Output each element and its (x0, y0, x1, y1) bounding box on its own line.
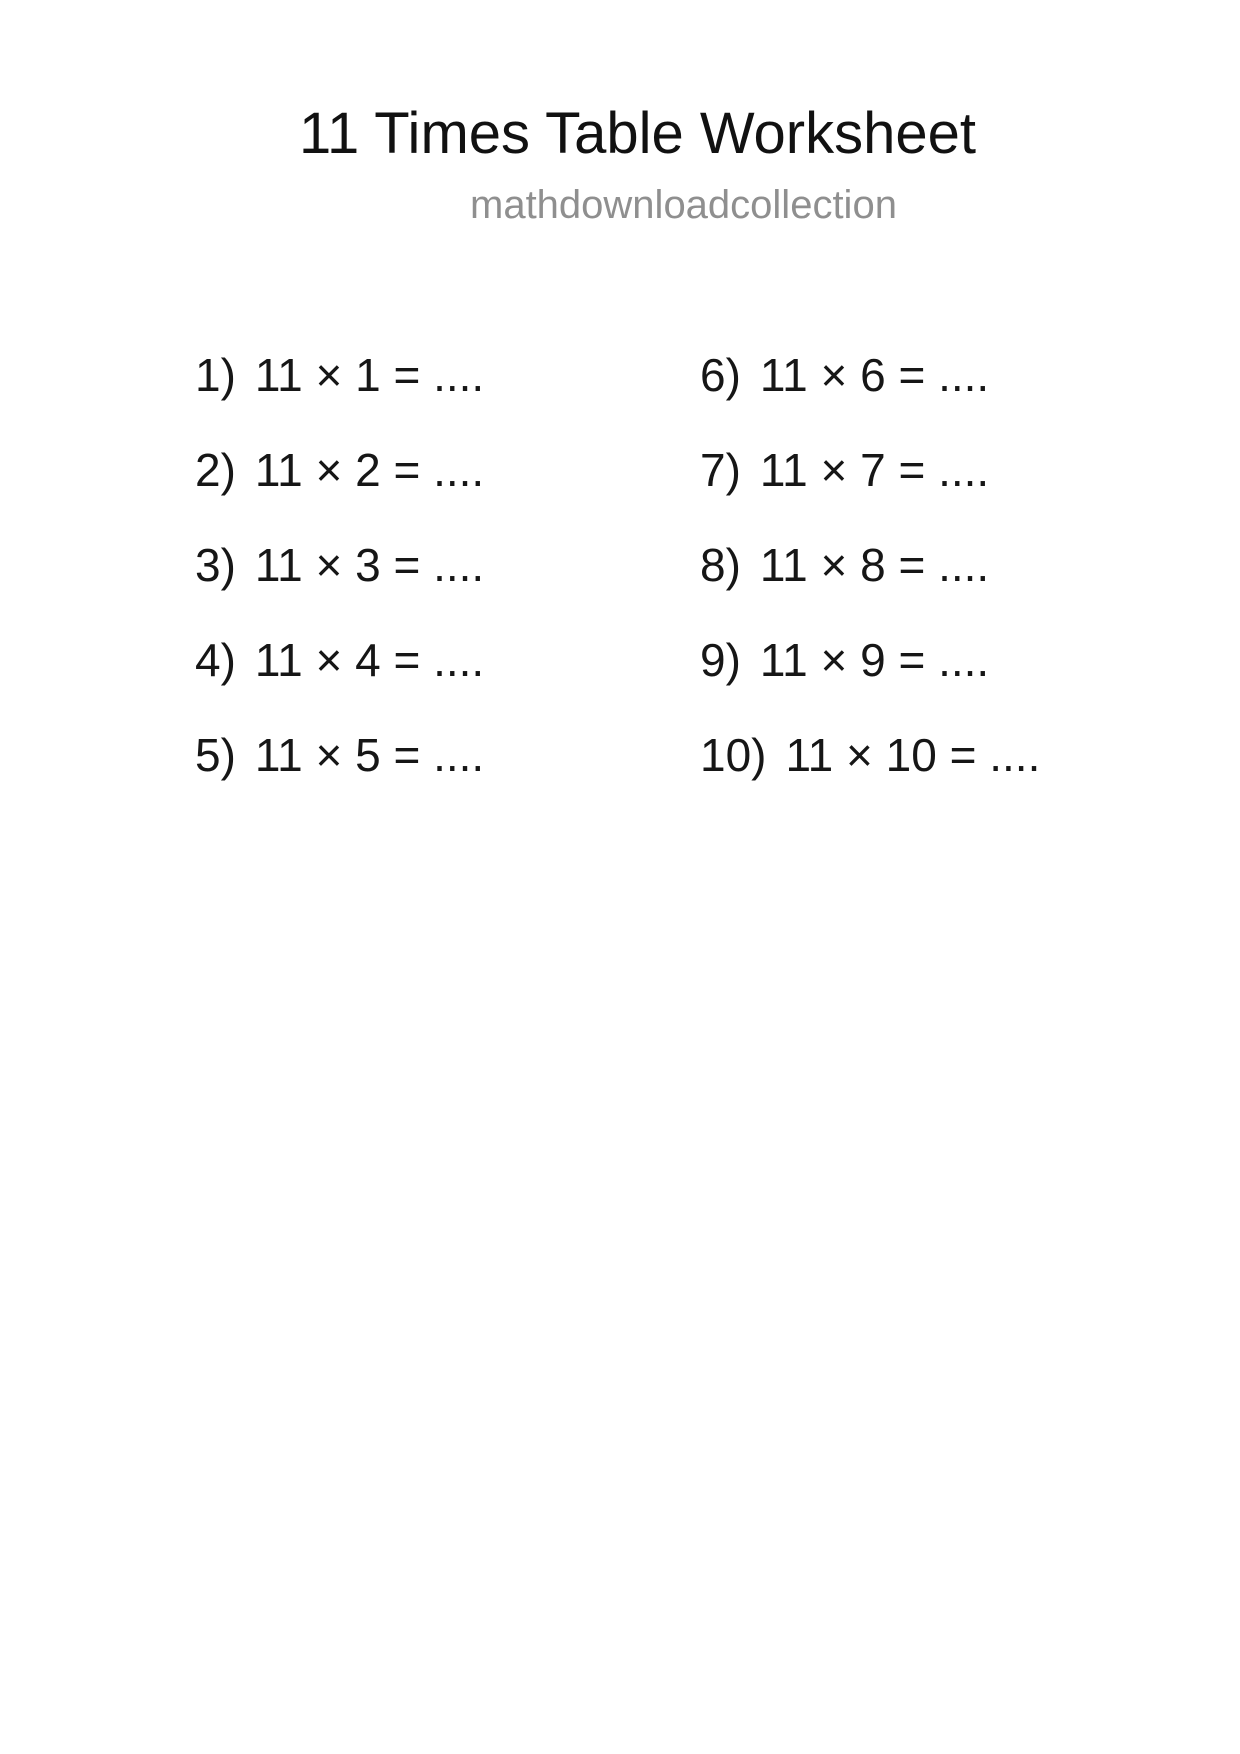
problem-expression: 11 × 3 = .... (254, 539, 485, 591)
problem-number: 5) (195, 729, 236, 781)
problem-expression: 11 × 9 = .... (759, 634, 990, 686)
problem-item-10 (700, 729, 1041, 781)
problem-expression: 11 × 4 = .... (254, 634, 485, 686)
problem-expression: 11 × 2 = .... (254, 444, 485, 496)
problems-column-right (700, 349, 1041, 781)
problem-number: 7) (700, 444, 741, 496)
problem-item-6 (700, 349, 1040, 401)
problem-number: 8) (700, 539, 741, 591)
problem-item-8 (700, 539, 1040, 591)
problem-item-9 (700, 634, 1040, 686)
problem-expression: 11 × 7 = .... (759, 444, 990, 496)
problem-number: 1) (195, 349, 236, 401)
problem-expression: 11 × 6 = .... (759, 349, 990, 401)
problem-expression: 11 × 5 = .... (254, 729, 485, 781)
problem-item-4 (195, 634, 485, 686)
problem-expression: 11 × 10 = .... (785, 729, 1041, 781)
problem-number: 6) (700, 349, 741, 401)
problem-item-5 (195, 729, 485, 781)
problem-item-7 (700, 444, 1040, 496)
page-title: 11 Times Table Worksheet (299, 101, 976, 166)
problem-number: 4) (195, 634, 236, 686)
brand-subtitle: mathdownloadcollection (470, 183, 897, 227)
problem-number: 9) (700, 634, 741, 686)
problem-expression: 11 × 1 = .... (254, 349, 485, 401)
problems-column-left (195, 349, 485, 781)
problem-item-1 (195, 349, 485, 401)
problem-item-3 (195, 539, 485, 591)
problem-number: 3) (195, 539, 236, 591)
problem-expression: 11 × 8 = .... (759, 539, 990, 591)
problem-number: 2) (195, 444, 236, 496)
problem-number: 10) (700, 729, 767, 781)
problem-item-2 (195, 444, 485, 496)
